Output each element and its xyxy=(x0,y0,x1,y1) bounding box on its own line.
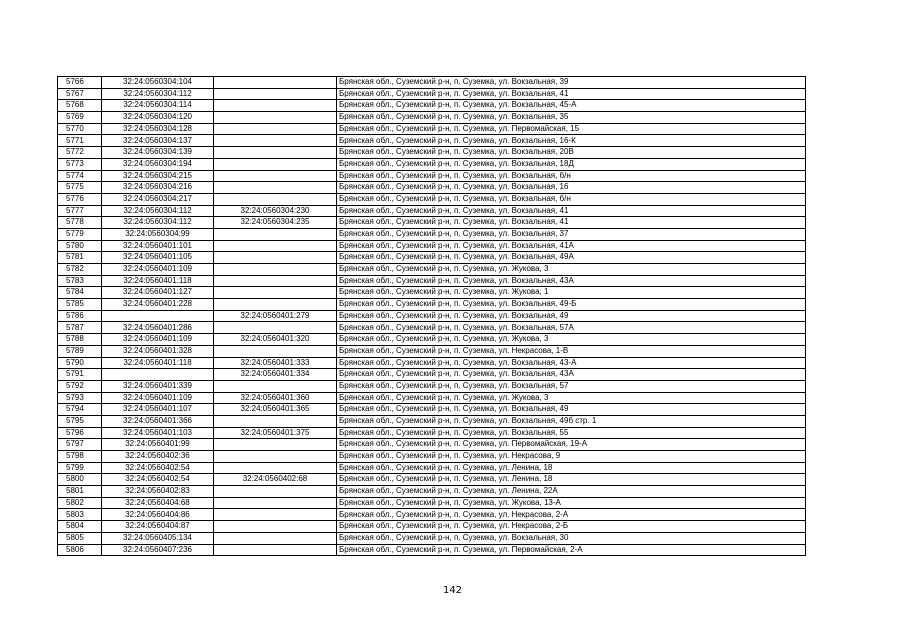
cadastral-number-cell: 32:24:0560304:128 xyxy=(102,123,214,135)
related-cadastral-number-cell xyxy=(214,345,337,357)
row-number-cell: 5785 xyxy=(58,299,102,311)
row-number-cell: 5766 xyxy=(58,77,102,89)
cadastral-number-cell: 32:24:0560401:118 xyxy=(102,357,214,369)
table-row xyxy=(58,497,806,509)
row-number-cell: 5769 xyxy=(58,112,102,124)
table-row xyxy=(58,240,806,252)
table-row xyxy=(58,287,806,299)
row-number-cell: 5787 xyxy=(58,322,102,334)
row-number-cell: 5793 xyxy=(58,392,102,404)
row-number-cell: 5779 xyxy=(58,228,102,240)
table-row xyxy=(58,182,806,194)
address-cell: Брянская обл., Суземский р-н, п. Суземка, ул. Первомайская, 2-А xyxy=(337,544,806,556)
row-number-cell: 5776 xyxy=(58,193,102,205)
related-cadastral-number-cell xyxy=(214,123,337,135)
related-cadastral-number-cell: 32:24:0560401:279 xyxy=(214,310,337,322)
related-cadastral-number-cell xyxy=(214,77,337,89)
cadastral-number-cell: 32:24:0560304:194 xyxy=(102,158,214,170)
cadastral-number-cell: 32:24:0560401:118 xyxy=(102,275,214,287)
table-row xyxy=(58,439,806,451)
address-cell: Брянская обл., Суземский р-н, п. Суземка, ул. Жукова, 3 xyxy=(337,264,806,276)
row-number-cell: 5781 xyxy=(58,252,102,264)
row-number-cell: 5805 xyxy=(58,532,102,544)
address-cell: Брянская обл., Суземский р-н, п. Суземка, ул. Вокзальная, 41 xyxy=(337,88,806,100)
table-row xyxy=(58,310,806,322)
row-number-cell: 5790 xyxy=(58,357,102,369)
cadastral-number-cell: 32:24:0560402:83 xyxy=(102,486,214,498)
address-cell: Брянская обл., Суземский р-н, п. Суземка, ул. Вокзальная, 57А xyxy=(337,322,806,334)
address-cell: Брянская обл., Суземский р-н, п. Суземка, ул. Вокзальная, б/н xyxy=(337,170,806,182)
row-number-cell: 5784 xyxy=(58,287,102,299)
related-cadastral-number-cell xyxy=(214,264,337,276)
cadastral-number-cell: 32:24:0560402:54 xyxy=(102,462,214,474)
address-cell: Брянская обл., Суземский р-н, п. Суземка, ул. Некрасова, 9 xyxy=(337,451,806,463)
table-row xyxy=(58,264,806,276)
cadastral-number-cell: 32:24:0560304:104 xyxy=(102,77,214,89)
cadastral-number-cell: 32:24:0560304:215 xyxy=(102,170,214,182)
related-cadastral-number-cell xyxy=(214,486,337,498)
related-cadastral-number-cell xyxy=(214,135,337,147)
row-number-cell: 5780 xyxy=(58,240,102,252)
address-cell: Брянская обл., Суземский р-н, п. Суземка, ул. Первомайская, 15 xyxy=(337,123,806,135)
address-cell: Брянская обл., Суземский р-н, п. Суземка, ул. Жукова, 3 xyxy=(337,334,806,346)
table-row xyxy=(58,193,806,205)
row-number-cell: 5800 xyxy=(58,474,102,486)
address-cell: Брянская обл., Суземский р-н, п. Суземка, ул. Вокзальная, 18Д xyxy=(337,158,806,170)
cadastral-number-cell: 32:24:0560402:54 xyxy=(102,474,214,486)
table-row xyxy=(58,205,806,217)
related-cadastral-number-cell: 32:24:0560402:68 xyxy=(214,474,337,486)
table-row xyxy=(58,345,806,357)
related-cadastral-number-cell xyxy=(214,509,337,521)
related-cadastral-number-cell xyxy=(214,451,337,463)
cadastral-number-cell: 32:24:0560304:112 xyxy=(102,217,214,229)
table-row xyxy=(58,123,806,135)
related-cadastral-number-cell xyxy=(214,100,337,112)
cadastral-number-cell: 32:24:0560404:68 xyxy=(102,497,214,509)
address-cell: Брянская обл., Суземский р-н, п. Суземка, ул. Первомайская, 19-А xyxy=(337,439,806,451)
address-cell: Брянская обл., Суземский р-н, п. Суземка, ул. Вокзальная, 41 xyxy=(337,217,806,229)
address-cell: Брянская обл., Суземский р-н, п. Суземка, ул. Вокзальная, 39 xyxy=(337,77,806,89)
related-cadastral-number-cell xyxy=(214,182,337,194)
registry-table-body xyxy=(58,77,806,556)
row-number-cell: 5777 xyxy=(58,205,102,217)
cadastral-number-cell: 32:24:0560304:112 xyxy=(102,205,214,217)
address-cell: Брянская обл., Суземский р-н, п. Суземка, ул. Вокзальная, 43А xyxy=(337,275,806,287)
address-cell: Брянская обл., Суземский р-н, п. Суземка, ул. Некрасова, 1-В xyxy=(337,345,806,357)
cadastral-number-cell: 32:24:0560304:217 xyxy=(102,193,214,205)
row-number-cell: 5773 xyxy=(58,158,102,170)
related-cadastral-number-cell xyxy=(214,88,337,100)
address-cell: Брянская обл., Суземский р-н, п. Суземка, ул. Вокзальная, 49А xyxy=(337,252,806,264)
row-number-cell: 5770 xyxy=(58,123,102,135)
cadastral-number-cell: 32:24:0560404:86 xyxy=(102,509,214,521)
cadastral-number-cell: 32:24:0560401:105 xyxy=(102,252,214,264)
table-row xyxy=(58,112,806,124)
related-cadastral-number-cell xyxy=(214,380,337,392)
row-number-cell: 5801 xyxy=(58,486,102,498)
related-cadastral-number-cell xyxy=(214,158,337,170)
related-cadastral-number-cell: 32:24:0560304:230 xyxy=(214,205,337,217)
related-cadastral-number-cell xyxy=(214,275,337,287)
table-row xyxy=(58,217,806,229)
table-row xyxy=(58,275,806,287)
row-number-cell: 5783 xyxy=(58,275,102,287)
cadastral-number-cell: 32:24:0560401:328 xyxy=(102,345,214,357)
related-cadastral-number-cell xyxy=(214,544,337,556)
address-cell: Брянская обл., Суземский р-н, п. Суземка, ул. Жукова, 1 xyxy=(337,287,806,299)
related-cadastral-number-cell xyxy=(214,170,337,182)
address-cell: Брянская обл., Суземский р-н, п. Суземка, ул. Жукова, 13-А xyxy=(337,497,806,509)
table-row xyxy=(58,415,806,427)
related-cadastral-number-cell xyxy=(214,532,337,544)
cadastral-number-cell: 32:24:0560401:109 xyxy=(102,392,214,404)
address-cell: Брянская обл., Суземский р-н, п. Суземка, ул. Вокзальная, 43А xyxy=(337,369,806,381)
table-row xyxy=(58,369,806,381)
row-number-cell: 5768 xyxy=(58,100,102,112)
cadastral-number-cell: 32:24:0560407:236 xyxy=(102,544,214,556)
cadastral-number-cell: 32:24:0560401:127 xyxy=(102,287,214,299)
cadastral-number-cell: 32:24:0560401:103 xyxy=(102,427,214,439)
table-row xyxy=(58,322,806,334)
row-number-cell: 5778 xyxy=(58,217,102,229)
cadastral-number-cell: 32:24:0560404:87 xyxy=(102,521,214,533)
table-row xyxy=(58,228,806,240)
table-row xyxy=(58,380,806,392)
table-row xyxy=(58,509,806,521)
row-number-cell: 5772 xyxy=(58,147,102,159)
address-cell: Брянская обл., Суземский р-н, п. Суземка, ул. Вокзальная, 16-К xyxy=(337,135,806,147)
address-cell: Брянская обл., Суземский р-н, п. Суземка, ул. Вокзальная, 49 xyxy=(337,404,806,416)
table-row xyxy=(58,252,806,264)
related-cadastral-number-cell xyxy=(214,521,337,533)
address-cell: Брянская обл., Суземский р-н, п. Суземка, ул. Вокзальная, 16 xyxy=(337,182,806,194)
cadastral-number-cell: 32:24:0560304:112 xyxy=(102,88,214,100)
cadastral-number-cell: 32:24:0560401:107 xyxy=(102,404,214,416)
related-cadastral-number-cell xyxy=(214,252,337,264)
cadastral-number-cell: 32:24:0560401:109 xyxy=(102,264,214,276)
address-cell: Брянская обл., Суземский р-н, п. Суземка, ул. Ленина, 22А xyxy=(337,486,806,498)
related-cadastral-number-cell: 32:24:0560401:334 xyxy=(214,369,337,381)
address-cell: Брянская обл., Суземский р-н, п. Суземка, ул. Вокзальная, 37 xyxy=(337,228,806,240)
table-row xyxy=(58,544,806,556)
cadastral-number-cell: 32:24:0560402:36 xyxy=(102,451,214,463)
address-cell: Брянская обл., Суземский р-н, п. Суземка, ул. Некрасова, 2-А xyxy=(337,509,806,521)
cadastral-number-cell: 32:24:0560304:137 xyxy=(102,135,214,147)
related-cadastral-number-cell xyxy=(214,439,337,451)
cadastral-number-cell: 32:24:0560304:114 xyxy=(102,100,214,112)
related-cadastral-number-cell xyxy=(214,415,337,427)
row-number-cell: 5775 xyxy=(58,182,102,194)
table-row xyxy=(58,77,806,89)
related-cadastral-number-cell xyxy=(214,193,337,205)
table-row xyxy=(58,532,806,544)
related-cadastral-number-cell: 32:24:0560401:365 xyxy=(214,404,337,416)
table-row xyxy=(58,357,806,369)
table-row xyxy=(58,100,806,112)
cadastral-number-cell: 32:24:0560401:99 xyxy=(102,439,214,451)
row-number-cell: 5794 xyxy=(58,404,102,416)
cadastral-number-cell: 32:24:0560304:99 xyxy=(102,228,214,240)
address-cell: Брянская обл., Суземский р-н, п. Суземка, ул. Вокзальная, 41 xyxy=(337,205,806,217)
table-row xyxy=(58,170,806,182)
row-number-cell: 5791 xyxy=(58,369,102,381)
related-cadastral-number-cell: 32:24:0560304:235 xyxy=(214,217,337,229)
registry-table xyxy=(57,76,806,556)
address-cell: Брянская обл., Суземский р-н, п. Суземка, ул. Вокзальная, 45-А xyxy=(337,100,806,112)
cadastral-number-cell xyxy=(102,369,214,381)
related-cadastral-number-cell xyxy=(214,462,337,474)
row-number-cell: 5797 xyxy=(58,439,102,451)
cadastral-number-cell: 32:24:0560401:286 xyxy=(102,322,214,334)
related-cadastral-number-cell xyxy=(214,240,337,252)
table-row xyxy=(58,135,806,147)
table-row xyxy=(58,486,806,498)
table-row xyxy=(58,392,806,404)
row-number-cell: 5782 xyxy=(58,264,102,276)
row-number-cell: 5798 xyxy=(58,451,102,463)
address-cell: Брянская обл., Суземский р-н, п. Суземка, ул. Ленина, 18 xyxy=(337,462,806,474)
address-cell: Брянская обл., Суземский р-н, п. Суземка, ул. Вокзальная, 43-А xyxy=(337,357,806,369)
cadastral-number-cell: 32:24:0560401:339 xyxy=(102,380,214,392)
cadastral-number-cell: 32:24:0560401:101 xyxy=(102,240,214,252)
address-cell: Брянская обл., Суземский р-н, п. Суземка, ул. Вокзальная, 49б стр. 1 xyxy=(337,415,806,427)
address-cell: Брянская обл., Суземский р-н, п. Суземка, ул. Вокзальная, 49 xyxy=(337,310,806,322)
row-number-cell: 5799 xyxy=(58,462,102,474)
table-row xyxy=(58,451,806,463)
related-cadastral-number-cell xyxy=(214,287,337,299)
table-row xyxy=(58,299,806,311)
row-number-cell: 5789 xyxy=(58,345,102,357)
row-number-cell: 5774 xyxy=(58,170,102,182)
address-cell: Брянская обл., Суземский р-н, п. Суземка, ул. Вокзальная, 20В xyxy=(337,147,806,159)
cadastral-number-cell xyxy=(102,310,214,322)
address-cell: Брянская обл., Суземский р-н, п. Суземка, ул. Вокзальная, б/н xyxy=(337,193,806,205)
row-number-cell: 5788 xyxy=(58,334,102,346)
address-cell: Брянская обл., Суземский р-н, п. Суземка, ул. Вокзальная, 55 xyxy=(337,427,806,439)
related-cadastral-number-cell: 32:24:0560401:333 xyxy=(214,357,337,369)
address-cell: Брянская обл., Суземский р-н, п. Суземка, ул. Некрасова, 2-Б xyxy=(337,521,806,533)
address-cell: Брянская обл., Суземский р-н, п. Суземка, ул. Вокзальная, 57 xyxy=(337,380,806,392)
related-cadastral-number-cell: 32:24:0560401:360 xyxy=(214,392,337,404)
related-cadastral-number-cell: 32:24:0560401:375 xyxy=(214,427,337,439)
table-row xyxy=(58,147,806,159)
row-number-cell: 5767 xyxy=(58,88,102,100)
related-cadastral-number-cell: 32:24:0560401:320 xyxy=(214,334,337,346)
table-row xyxy=(58,334,806,346)
row-number-cell: 5806 xyxy=(58,544,102,556)
table-row xyxy=(58,462,806,474)
row-number-cell: 5803 xyxy=(58,509,102,521)
address-cell: Брянская обл., Суземский р-н, п. Суземка, ул. Ленина, 18 xyxy=(337,474,806,486)
row-number-cell: 5796 xyxy=(58,427,102,439)
cadastral-number-cell: 32:24:0560405:134 xyxy=(102,532,214,544)
related-cadastral-number-cell xyxy=(214,322,337,334)
table-row xyxy=(58,474,806,486)
cadastral-number-cell: 32:24:0560401:228 xyxy=(102,299,214,311)
row-number-cell: 5802 xyxy=(58,497,102,509)
cadastral-number-cell: 32:24:0560401:366 xyxy=(102,415,214,427)
cadastral-number-cell: 32:24:0560401:109 xyxy=(102,334,214,346)
table-row xyxy=(58,158,806,170)
address-cell: Брянская обл., Суземский р-н, п. Суземка, ул. Вокзальная, 49-Б xyxy=(337,299,806,311)
page-number: 142 xyxy=(442,585,463,596)
related-cadastral-number-cell xyxy=(214,228,337,240)
related-cadastral-number-cell xyxy=(214,497,337,509)
cadastral-number-cell: 32:24:0560304:216 xyxy=(102,182,214,194)
table-row xyxy=(58,404,806,416)
row-number-cell: 5786 xyxy=(58,310,102,322)
table-row xyxy=(58,521,806,533)
related-cadastral-number-cell xyxy=(214,147,337,159)
related-cadastral-number-cell xyxy=(214,112,337,124)
table-row xyxy=(58,427,806,439)
row-number-cell: 5795 xyxy=(58,415,102,427)
address-cell: Брянская обл., Суземский р-н, п. Суземка, ул. Жукова, 3 xyxy=(337,392,806,404)
related-cadastral-number-cell xyxy=(214,299,337,311)
address-cell: Брянская обл., Суземский р-н, п. Суземка, ул. Вокзальная, 41А xyxy=(337,240,806,252)
cadastral-number-cell: 32:24:0560304:120 xyxy=(102,112,214,124)
row-number-cell: 5804 xyxy=(58,521,102,533)
table-row xyxy=(58,88,806,100)
row-number-cell: 5792 xyxy=(58,380,102,392)
cadastral-number-cell: 32:24:0560304:139 xyxy=(102,147,214,159)
address-cell: Брянская обл., Суземский р-н, п. Суземка, ул. Вокзальная, 35 xyxy=(337,112,806,124)
row-number-cell: 5771 xyxy=(58,135,102,147)
address-cell: Брянская обл., Суземский р-н, п. Суземка, ул. Вокзальная, 30 xyxy=(337,532,806,544)
